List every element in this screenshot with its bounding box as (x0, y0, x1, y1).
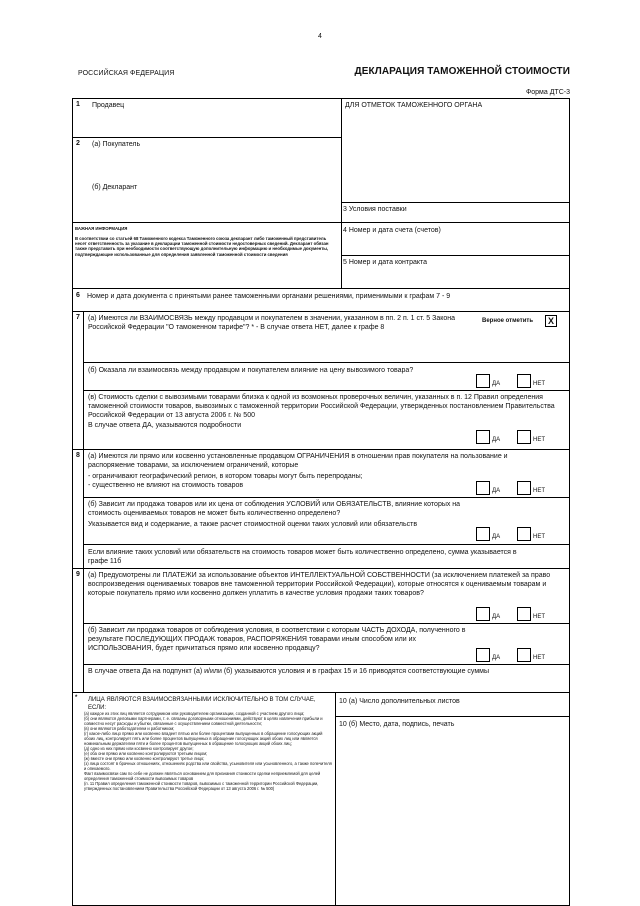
divider (72, 222, 570, 223)
box2a-label: (а) Покупатель (92, 141, 141, 148)
box2b-label: (б) Декларант (92, 184, 138, 191)
divider (83, 497, 570, 498)
divider (335, 692, 336, 906)
footnote-star: * (75, 695, 78, 701)
section9b-text: (б) Зависит ли продажа товаров от соблюдения условия, в соответствии с которым ЧАСТЬ ДОХОДА, полученного в результате ПОСЛЕДУЮЩИХ ПРОДАЖ товаров, РАСПОРЯЖЕНИЯ товарами иным способом или их ИСПОЛЬЗОВАНИЯ, будет причитаться прямо или косвенно продавцу? (88, 627, 466, 652)
section8b-text2: Указывается вид и содержание, а также расчет стоимостной оценки таких условий или обязательств (88, 521, 418, 528)
section7-number: 7 (76, 314, 80, 321)
section9b-no-checkbox[interactable] (517, 648, 531, 662)
divider (83, 390, 570, 391)
section7c-no-checkbox[interactable] (517, 430, 531, 444)
yes-label: ДА (492, 534, 501, 540)
divider (83, 664, 570, 665)
box6-label: Номер и дата документа с принятыми ранее таможенными органами решениями, применимыми к графам 7 - 9 (87, 293, 451, 300)
box2-number: 2 (76, 140, 80, 147)
footnote-line: (е) оба они прямо или косвенно контролируются третьим лицом; (84, 751, 208, 756)
no-label: НЕТ (533, 488, 545, 494)
divider (341, 98, 342, 288)
box10a-label: 10 (а) Число дополнительных листов (339, 698, 460, 705)
box3-label: 3 Условия поставки (343, 206, 407, 213)
yes-label: ДА (492, 614, 501, 620)
section9a-yes-checkbox[interactable] (476, 607, 490, 621)
section9b-yes-checkbox[interactable] (476, 648, 490, 662)
divider (83, 623, 570, 624)
footnote-line: (п. 11 Правил определения таможенной стоимости товаров, вывозимых с таможенной территории Российской Федерации, утвержденных постановлением Правительства Российской Федерации от 13 августа 2006 г. № 500) (84, 781, 319, 791)
box1-label: Продавец (92, 102, 125, 109)
footnote-line: (г) какое-либо лицо прямо или косвенно владеет пятью или более процентами выпущенных в обращение голосующих акций обоих лиц, контролирует пять или более процентов выпущенных в обращение голосующих акций обоих лиц или является номинальным держателем пяти и более процентов выпущенных в обращение голосующих акций обоих лиц; (84, 731, 323, 746)
country-label: РОССИЙСКАЯ ФЕДЕРАЦИЯ (78, 70, 175, 77)
important-text: В соответствии со статьей 68 Таможенного кодекса Таможенного союза декларант либо таможенный представитель несет ответственность за указание в декларации таможенной стоимости недостоверных сведений. Декларант обязан также представить при необходимости соответствующую дополнительную информацию и необходимые документы, подтверждающие использованные для определения заявленной таможенной стоимости сведения (75, 236, 329, 257)
footnote-line: (з) лица состоят в брачных отношениях, отношениях родства или свойства, усыновителя или усыновленного, а также попечителя и опекаемого. (84, 761, 332, 771)
no-label: НЕТ (533, 534, 545, 540)
divider (83, 311, 84, 692)
divider (72, 692, 570, 693)
section7a-mark-box[interactable]: X (545, 315, 557, 327)
divider (83, 362, 570, 363)
footnote-list (84, 711, 332, 791)
section7c-text: (в) Стоимость сделки с вывозимыми товарами близка к одной из возможных проверочных величин, указанных в п. 12 Правил определения таможенной стоимости товаров, вывозимых с таможенной территории Российской Федерации, утвержденных постановлением Правительства Российской Федерации от 13 августа 2006 г. № 500 (88, 394, 555, 419)
section8-note: Если влияние таких условий или обязательств на стоимость товаров может быть количественно определено, сумма указывается в графе 11б (88, 549, 517, 565)
box10b-label: 10 (б) Место, дата, подпись, печать (339, 721, 455, 728)
footnote-line: (в) они являются работодателем и работником; (84, 726, 175, 731)
yes-label: ДА (492, 381, 501, 387)
box1-number: 1 (76, 101, 80, 108)
box4-label: 4 Номер и дата счета (счетов) (343, 227, 441, 234)
section8a-yes-checkbox[interactable] (476, 481, 490, 495)
customs-marks-label: ДЛЯ ОТМЕТОК ТАМОЖЕННОГО ОРГАНА (345, 102, 483, 109)
section7b-yes-checkbox[interactable] (476, 374, 490, 388)
section8a-item2: - существенно не влияют на стоимость товаров (88, 482, 244, 489)
no-label: НЕТ (533, 437, 545, 443)
section8a-item1: - ограничивают географический регион, в котором товары могут быть перепроданы; (88, 473, 363, 480)
divider (335, 716, 570, 717)
section8b-no-checkbox[interactable] (517, 527, 531, 541)
divider (72, 288, 570, 289)
section7c-yes-checkbox[interactable] (476, 430, 490, 444)
footnote-line: (б) они являются деловыми партнерами, т. е. связаны договорными отношениями, действуют в целях извлечения прибыли и совместно несут расходы и убытки, связанные с осуществлением совместной деятельности; (84, 716, 323, 726)
document-title: ДЕКЛАРАЦИЯ ТАМОЖЕННОЙ СТОИМОСТИ (354, 66, 570, 77)
box5-label: 5 Номер и дата контракта (343, 259, 428, 266)
section9a-no-checkbox[interactable] (517, 607, 531, 621)
section9-number: 9 (76, 571, 80, 578)
divider (72, 311, 570, 312)
section7b-text: (б) Оказала ли взаимосвязь между продавцом и покупателем влияние на цену вывозимого товара? (88, 367, 414, 374)
box6-number: 6 (76, 292, 80, 299)
divider (72, 449, 570, 450)
section8b-yes-checkbox[interactable] (476, 527, 490, 541)
divider (83, 544, 570, 545)
section7b-no-checkbox[interactable] (517, 374, 531, 388)
yes-label: ДА (492, 488, 501, 494)
section7a-text: (а) Имеются ли ВЗАИМОСВЯЗЬ между продавцом и покупателем в значении, указанном в пп. 2 п. 1 ст. 5 Закона Российской Федерации "О таможенном тарифе"? * - В случае ответа НЕТ, далее к графе 8 (88, 315, 456, 331)
no-label: НЕТ (533, 381, 545, 387)
section8-number: 8 (76, 452, 80, 459)
yes-label: ДА (492, 437, 501, 443)
important-title: ВАЖНАЯ ИНФОРМАЦИЯ (75, 226, 128, 231)
divider (72, 137, 341, 138)
footnote-line: Факт взаимосвязи сам по себе не должен являться основанием для признания стоимости сделки неприемлемой для целей определения таможенной стоимости вывозимых товаров (84, 771, 321, 781)
section8a-no-checkbox[interactable] (517, 481, 531, 495)
footnote-title: ЛИЦА ЯВЛЯЮТСЯ ВЗАИМОСВЯЗАННЫМИ ИСКЛЮЧИТЕЛЬНО В ТОМ СЛУЧАЕ, ЕСЛИ: (88, 697, 316, 711)
no-label: НЕТ (533, 655, 545, 661)
section9a-text: (а) Предусмотрены ли ПЛАТЕЖИ за использование объектов ИНТЕЛЛЕКТУАЛЬНОЙ СОБСТВЕННОСТИ (за исключением платежей за право воспроизведения оцениваемых товаров вне таможенной территории Российской Федерации), которые относятся к оцениваемым товарам и которые покупатель прямо или косвенно должен уплатить в качестве условия продажи таких товаров? (88, 572, 551, 597)
section8b-text: (б) Зависит ли продажа товаров или их цена от соблюдения УСЛОВИЙ или ОБЯЗАТЕЛЬСТВ, влияние которых на стоимость оцениваемых товаров не может быть количественно определено? (88, 501, 461, 517)
mark-instruction: Верное отметить (482, 318, 534, 324)
footnote-line: (а) каждое из этих лиц является сотрудником или руководителем организации, созданной с участием другого лица; (84, 711, 305, 716)
footnote-line: (ж) вместе они прямо или косвенно контролируют третье лицо; (84, 756, 205, 761)
divider (341, 202, 570, 203)
divider (72, 568, 570, 569)
divider (341, 255, 570, 256)
section7c-note: В случае ответа ДА, указываются подробности (88, 422, 242, 429)
page-number: 4 (318, 33, 322, 40)
footnote-line: (д) одно из них прямо или косвенно контролирует другое; (84, 746, 194, 751)
section9-note: В случае ответа Да на подпункт (а) и/или (б) указываются условия и в графах 15 и 16 приводятся соответствующие суммы (88, 668, 489, 675)
section8a-text: (а) Имеются ли прямо или косвенно установленные продавцом ОГРАНИЧЕНИЯ в отношении прав покупателя на пользование и распоряжение товарами, за исключением ограничений, которые (88, 453, 508, 469)
no-label: НЕТ (533, 614, 545, 620)
form-name: Форма ДТС-3 (525, 89, 570, 96)
yes-label: ДА (492, 655, 501, 661)
